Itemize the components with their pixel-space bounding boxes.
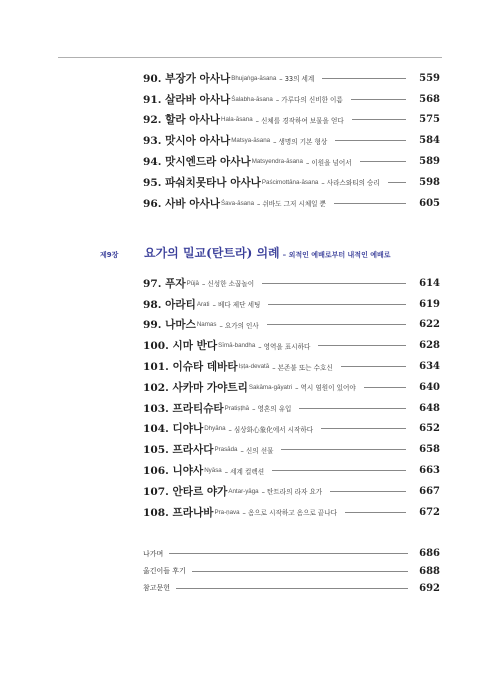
leader-line bbox=[272, 470, 406, 471]
toc-entry[interactable] bbox=[143, 419, 440, 440]
leader-line bbox=[267, 324, 406, 325]
toc-entry[interactable] bbox=[143, 580, 440, 597]
toc-entry[interactable] bbox=[143, 460, 440, 481]
leader-line bbox=[352, 119, 406, 120]
entry-desc: – 세계 컬렉션 bbox=[224, 467, 265, 476]
entry-title: 92. 할라 아사나 bbox=[143, 114, 220, 127]
toc-group-rituals bbox=[143, 273, 440, 523]
entry-sanskrit: Namas bbox=[196, 321, 217, 329]
leader-line bbox=[321, 428, 406, 429]
entry-desc: – 가루다의 신비한 이름 bbox=[275, 96, 343, 105]
entry-title: 97. 푸자 bbox=[143, 277, 186, 290]
entry-title: 참고문헌 bbox=[143, 584, 171, 593]
entry-title: 나가며 bbox=[143, 549, 164, 558]
entry-title: 105. 프라사다 bbox=[143, 444, 214, 457]
entry-page: 686 bbox=[419, 548, 440, 560]
leader-line bbox=[176, 588, 408, 589]
entry-page: 692 bbox=[419, 582, 440, 594]
toc-entry[interactable] bbox=[143, 502, 440, 523]
chapter-heading[interactable] bbox=[100, 244, 440, 261]
leader-line bbox=[360, 161, 406, 162]
toc-entry[interactable] bbox=[143, 562, 440, 579]
entry-title: 96. 사바 아사나 bbox=[143, 197, 220, 210]
toc-entry[interactable] bbox=[143, 110, 440, 131]
toc-entry[interactable] bbox=[143, 356, 440, 377]
leader-line bbox=[299, 408, 406, 409]
leader-line bbox=[322, 78, 406, 79]
entry-sanskrit: Nyāsa bbox=[204, 467, 222, 475]
entry-title: 94. 맛시엔드라 아사나 bbox=[143, 156, 251, 169]
entry-sanskrit: Iṣṭa-devatā bbox=[238, 363, 270, 371]
entry-page: 589 bbox=[419, 156, 440, 168]
entry-sanskrit: Bhujaṅga-āsana bbox=[231, 74, 277, 82]
entry-desc: – 역시 염원이 있어야 bbox=[295, 384, 356, 393]
leader-line bbox=[268, 304, 406, 305]
leader-line bbox=[330, 491, 406, 492]
entry-desc: – 신체를 경작하여 보물을 얻다 bbox=[255, 116, 344, 125]
toc-entry[interactable] bbox=[143, 335, 440, 356]
toc-entry[interactable] bbox=[143, 89, 440, 110]
entry-desc: – 베다 제단 세팅 bbox=[212, 301, 261, 310]
leader-line bbox=[334, 203, 406, 204]
entry-page: 568 bbox=[419, 93, 440, 105]
entry-page: 619 bbox=[419, 298, 440, 310]
leader-line bbox=[351, 99, 406, 100]
entry-page: 672 bbox=[419, 506, 440, 518]
entry-page: 584 bbox=[419, 135, 440, 147]
entry-title: 100. 시마 반다 bbox=[143, 340, 218, 353]
entry-title: 93. 맛시아 아사나 bbox=[143, 135, 231, 148]
entry-desc: – 요가의 인사 bbox=[219, 321, 259, 330]
toc-entry[interactable] bbox=[143, 294, 440, 315]
leader-line bbox=[345, 512, 406, 513]
entry-page: 667 bbox=[419, 485, 440, 497]
entry-sanskrit: Matsya-āsana bbox=[231, 137, 271, 145]
entry-sanskrit: Sīmā-bandha bbox=[218, 342, 256, 350]
toc-entry[interactable] bbox=[143, 130, 440, 151]
entry-page: 575 bbox=[419, 114, 440, 126]
entry-sanskrit: Pūjā bbox=[186, 279, 199, 287]
entry-sanskrit: Pra-ṇava bbox=[214, 508, 240, 516]
entry-sanskrit: Matsyendra-āsana bbox=[251, 158, 303, 166]
top-rule bbox=[58, 57, 442, 58]
entry-sanskrit: Śalabha-āsana bbox=[231, 95, 273, 103]
leader-line bbox=[341, 366, 406, 367]
entry-page: 559 bbox=[419, 72, 440, 84]
entry-desc: – 옴으로 시작하고 옴으로 끝나다 bbox=[242, 509, 338, 518]
leader-line bbox=[169, 553, 408, 554]
entry-title: 104. 디야나 bbox=[143, 423, 204, 436]
entry-desc: – 이원을 넘어서 bbox=[305, 158, 352, 167]
entry-page: 648 bbox=[419, 402, 440, 414]
entry-title: 옮긴이들 후기 bbox=[143, 567, 186, 576]
toc-entry[interactable] bbox=[143, 481, 440, 502]
entry-title: 107. 안타르 야가 bbox=[143, 485, 228, 498]
entry-sanskrit: Arati bbox=[196, 300, 210, 308]
entry-sanskrit: Pratiṣṭhā bbox=[224, 404, 250, 412]
entry-page: 614 bbox=[419, 277, 440, 289]
entry-sanskrit: Paścimottāna-āsana bbox=[261, 178, 319, 186]
entry-title: 102. 사카마 가야트리 bbox=[143, 381, 248, 394]
entry-page: 605 bbox=[419, 197, 440, 209]
entry-sanskrit: Antar-yāga bbox=[228, 487, 259, 495]
entry-desc: – 신의 선물 bbox=[240, 446, 274, 455]
toc-entry[interactable] bbox=[143, 172, 440, 193]
entry-sanskrit: Śava-āsana bbox=[220, 199, 255, 207]
entry-desc: – 33의 세계 bbox=[279, 75, 315, 84]
toc-entry[interactable] bbox=[143, 398, 440, 419]
entry-title: 101. 이슈타 데바타 bbox=[143, 361, 238, 374]
entry-desc: – 생명의 기본 형상 bbox=[273, 137, 328, 146]
entry-desc: – 신성한 소꿉놀이 bbox=[201, 280, 255, 289]
entry-sanskrit: Dhyāna bbox=[204, 425, 226, 433]
chapter-title: 요가의 밀교(탄트라) 의례 bbox=[144, 246, 280, 260]
toc-entry[interactable] bbox=[143, 68, 440, 89]
entry-title: 98. 아라티 bbox=[143, 298, 196, 311]
entry-page: 640 bbox=[419, 381, 440, 393]
entry-title: 99. 나마스 bbox=[143, 319, 196, 332]
entry-desc: – 탄트라의 라자 요가 bbox=[261, 488, 323, 497]
entry-page: 634 bbox=[419, 361, 440, 373]
toc-entry[interactable] bbox=[143, 273, 440, 294]
entry-sanskrit: Prasāda bbox=[214, 446, 238, 454]
entry-page: 688 bbox=[419, 565, 440, 577]
entry-desc: – 영역을 표시하다 bbox=[258, 342, 311, 351]
leader-line bbox=[364, 387, 406, 388]
toc-entry[interactable] bbox=[143, 377, 440, 398]
entry-desc: – 본존불 또는 수호신 bbox=[272, 363, 333, 372]
chapter-subtitle: – 외적인 예배로부터 내적인 예배로 bbox=[282, 251, 391, 259]
leader-line bbox=[192, 571, 408, 572]
toc-entry[interactable] bbox=[143, 439, 440, 460]
entry-title: 90. 부장가 아사나 bbox=[143, 72, 231, 85]
entry-title: 91. 살라바 아사나 bbox=[143, 93, 231, 106]
entry-desc: – 영혼의 유입 bbox=[252, 405, 292, 414]
leader-line bbox=[318, 345, 406, 346]
entry-title: 108. 프라나바 bbox=[143, 506, 214, 519]
entry-page: 663 bbox=[419, 465, 440, 477]
toc-entry[interactable] bbox=[143, 315, 440, 336]
leader-line bbox=[262, 283, 406, 284]
toc-back-matter bbox=[143, 545, 440, 597]
leader-line bbox=[388, 182, 406, 183]
entry-title: 103. 프라티슈타 bbox=[143, 402, 224, 415]
entry-sanskrit: Sakāma-gāyatri bbox=[248, 383, 293, 391]
toc-entry[interactable] bbox=[143, 151, 440, 172]
entry-page: 598 bbox=[419, 176, 440, 188]
entry-page: 658 bbox=[419, 444, 440, 456]
chapter-label: 제9장 bbox=[100, 251, 119, 259]
entry-page: 628 bbox=[419, 340, 440, 352]
toc-entry[interactable] bbox=[143, 545, 440, 562]
leader-line bbox=[335, 140, 406, 141]
entry-title: 95. 파숴치못타나 아사나 bbox=[143, 176, 261, 189]
entry-page: 622 bbox=[419, 319, 440, 331]
leader-line bbox=[281, 449, 406, 450]
toc-entry[interactable] bbox=[143, 193, 440, 214]
entry-page: 652 bbox=[419, 423, 440, 435]
entry-desc: – 쉬바도 그저 시체일 뿐 bbox=[257, 200, 327, 209]
toc-group-asanas bbox=[143, 68, 440, 214]
entry-desc: – 심상화心象化에서 시작하다 bbox=[228, 425, 314, 434]
entry-desc: – 사라스와티의 승리 bbox=[321, 179, 380, 188]
entry-sanskrit: Hala-āsana bbox=[220, 116, 253, 124]
entry-title: 106. 니야사 bbox=[143, 465, 204, 478]
